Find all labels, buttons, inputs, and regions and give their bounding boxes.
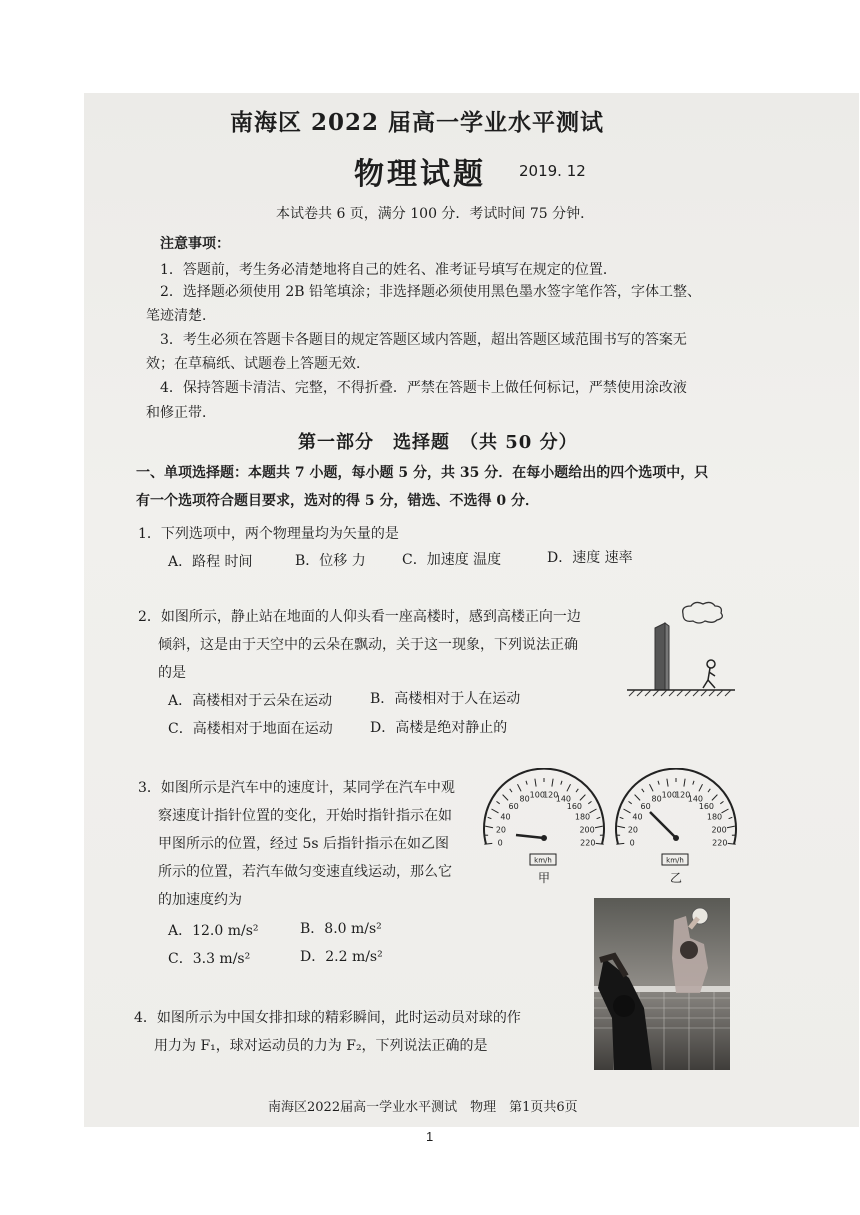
gauge-label: 180: [706, 812, 723, 822]
gauge-tick: [635, 795, 641, 801]
q1-option-a: A．路程 时间: [168, 554, 253, 570]
gauge-tick: [699, 784, 703, 791]
gauge-label: 0: [497, 838, 503, 848]
gauge-tick: [722, 809, 729, 813]
q3-stem-block: [138, 774, 478, 914]
gauge-label: 160: [566, 802, 583, 812]
gauge-tick: [492, 809, 499, 813]
q3-stem-line5: 的加速度约为: [158, 892, 242, 908]
speedometer-figure: [478, 768, 748, 886]
subject-title: 物理试题: [354, 157, 486, 192]
gauge-tick: [720, 801, 723, 803]
needle-jia: [516, 835, 544, 838]
gauge-label: 60: [508, 802, 519, 812]
note-2: 2．选择题必须使用 2B 铅笔填涂；非选择题必须使用黑色墨水签字笔作答，字体工整、: [160, 284, 702, 300]
q3-option-d: D．2.2 m/s²: [300, 949, 383, 965]
gauge-label: 60: [640, 802, 651, 812]
needle-yi: [650, 812, 676, 838]
gauge-label: 120: [675, 790, 691, 800]
gauge-tick: [729, 817, 733, 818]
q3-stem-line4: 所示的位置，若汽车做匀变速直线运动，那么它: [158, 864, 452, 880]
person-icon: [703, 660, 715, 688]
gauge-tick: [693, 781, 694, 785]
note-3-cont: 效；在草稿纸、试题卷上答题无效．: [146, 356, 370, 372]
gauge-tick: [503, 795, 509, 801]
gauge-tick: [727, 826, 735, 828]
gauge-tick: [650, 784, 654, 791]
q1-option-b: B．位移 力: [295, 553, 366, 569]
gauge-tick: [485, 826, 493, 828]
q2-option-b: B．高楼相对于人在运动: [370, 691, 521, 707]
part1-title: 第一部分 选择题 （共 50 分）: [298, 432, 578, 453]
gauge-label: 40: [632, 812, 643, 822]
q2-stem-line3: 的是: [158, 665, 186, 681]
q4-stem-line2: 用力为 F₁，球对运动员的力为 F₂，下列说法正确的是: [154, 1038, 488, 1054]
gauge-tick: [535, 779, 536, 787]
gauge-label: 20: [495, 825, 506, 835]
part1-instructions: 一、单项选择题：本题共 7 小题，每小题 5 分，共 35 分．在每小题给出的四个选项中，只: [136, 465, 709, 481]
gauge-tick: [576, 789, 578, 792]
gauge-tick: [624, 809, 631, 813]
gauge-tick: [497, 801, 500, 803]
q3-stem-line2: 察速度计指针位置的变化，开始时指针指示在如: [158, 808, 452, 824]
q1-option-d: D．速度 速率: [547, 550, 633, 566]
cloud-icon: [683, 602, 723, 623]
unit-label-jia: km/h: [534, 856, 552, 865]
gauge-label: 220: [580, 838, 596, 848]
gauge-tick: [684, 779, 685, 787]
q2-option-a: A．高楼相对于云朵在运动: [168, 693, 333, 709]
q1-option-c: C．加速度 温度: [402, 552, 502, 568]
gauge-tick: [526, 781, 527, 785]
gauge-label: 80: [651, 794, 662, 804]
exam-title: 南海区 2022 届高一学业水平测试: [230, 109, 605, 136]
note-1: 1．答题前，考生务必清楚地将自己的姓名、准考证号填写在规定的位置．: [160, 262, 617, 278]
q2-option-c: C．高楼相对于地面在运动: [168, 721, 333, 737]
q3-option-c: C．3.3 m/s²: [168, 951, 251, 967]
gauge-label: 20: [627, 825, 638, 835]
gauge-tick: [510, 789, 512, 792]
notes-heading: 注意事项：: [160, 236, 230, 252]
gauge-tick: [708, 789, 710, 792]
speedometer-jia: [484, 769, 604, 885]
q2-stem-line2: 倾斜，这是由于天空中的云朵在飘动，关于这一现象，下列说法正确: [158, 637, 578, 653]
exam-info: 本试卷共 6 页，满分 100 分．考试时间 75 分钟．: [276, 206, 595, 222]
page-footer: 南海区2022届高一学业水平测试 物理 第1页共6页: [268, 1100, 578, 1115]
q4-stem: 4．如图所示为中国女排扣球的精彩瞬间，此时运动员对球的作: [134, 1010, 521, 1026]
gauge-tick: [588, 801, 591, 803]
gauge-tick: [552, 779, 553, 787]
gauge-tick: [629, 801, 632, 803]
part1-instructions-cont: 有一个选项符合题目要求，选对的得 5 分，错选、不选得 0 分．: [136, 493, 539, 509]
gauge-label: 180: [574, 812, 591, 822]
gauge-tick: [488, 817, 492, 818]
note-3: 3．考生必须在答题卡各题目的规定答题区域内答题，超出答题区域范围书写的答案无: [160, 332, 687, 348]
gauge-label: 140: [687, 794, 704, 804]
gauge-tick: [580, 795, 586, 801]
q3-option-b: B．8.0 m/s²: [300, 921, 382, 937]
exam-date: 2019. 12: [519, 162, 586, 180]
gauge-tick: [561, 781, 562, 785]
label-yi: 乙: [669, 871, 683, 885]
gauge-tick: [712, 795, 718, 801]
building-diagram: [625, 598, 745, 703]
gauge-label: 200: [711, 825, 727, 835]
gauge-tick: [597, 817, 601, 818]
gauge-label: 0: [629, 838, 635, 848]
q3-stem-line3: 甲图所示的位置，经过 5s 后指针指示在如乙图: [158, 836, 449, 852]
q2-option-d: D．高楼是绝对静止的: [370, 720, 508, 736]
gauge-tick: [518, 784, 522, 791]
gauge-label: 160: [698, 802, 715, 812]
volleyball-photo: [594, 898, 730, 1070]
gauge-tick: [642, 789, 644, 792]
q3-stem: 3．如图所示是汽车中的速度计，某同学在汽车中观: [138, 780, 455, 796]
gauge-tick: [567, 784, 571, 791]
note-4-cont: 和修正带．: [146, 405, 216, 421]
gauge-tick: [590, 809, 597, 813]
label-jia: 甲: [537, 871, 551, 885]
gauge-tick: [658, 781, 659, 785]
q3-option-a: A．12.0 m/s²: [168, 923, 259, 939]
gauge-tick: [667, 779, 668, 787]
note-2-cont: 笔迹清楚．: [146, 308, 216, 324]
gauge-tick: [620, 817, 624, 818]
gauge-tick: [595, 826, 603, 828]
gauge-label: 140: [555, 794, 572, 804]
gauge-label: 200: [579, 825, 595, 835]
note-4: 4．保持答题卡清洁、完整，不得折叠．严禁在答题卡上做任何标记，严禁使用涂改液: [160, 380, 687, 396]
speedometer-yi: [616, 769, 736, 885]
q2-stem: 2．如图所示，静止站在地面的人仰头看一座高楼时，感到高楼正向一边: [138, 609, 581, 625]
gauge-label: 120: [543, 790, 559, 800]
q1-stem: 1．下列选项中，两个物理量均为矢量的是: [138, 526, 399, 542]
gauge-label: 80: [519, 794, 530, 804]
gauge-label: 100: [529, 790, 545, 800]
page-number: 1: [426, 1129, 434, 1144]
unit-label-yi: km/h: [666, 856, 684, 865]
gauge-label: 40: [500, 812, 511, 822]
gauge-tick: [617, 826, 625, 828]
gauge-label: 100: [661, 790, 677, 800]
gauge-label: 220: [712, 838, 728, 848]
